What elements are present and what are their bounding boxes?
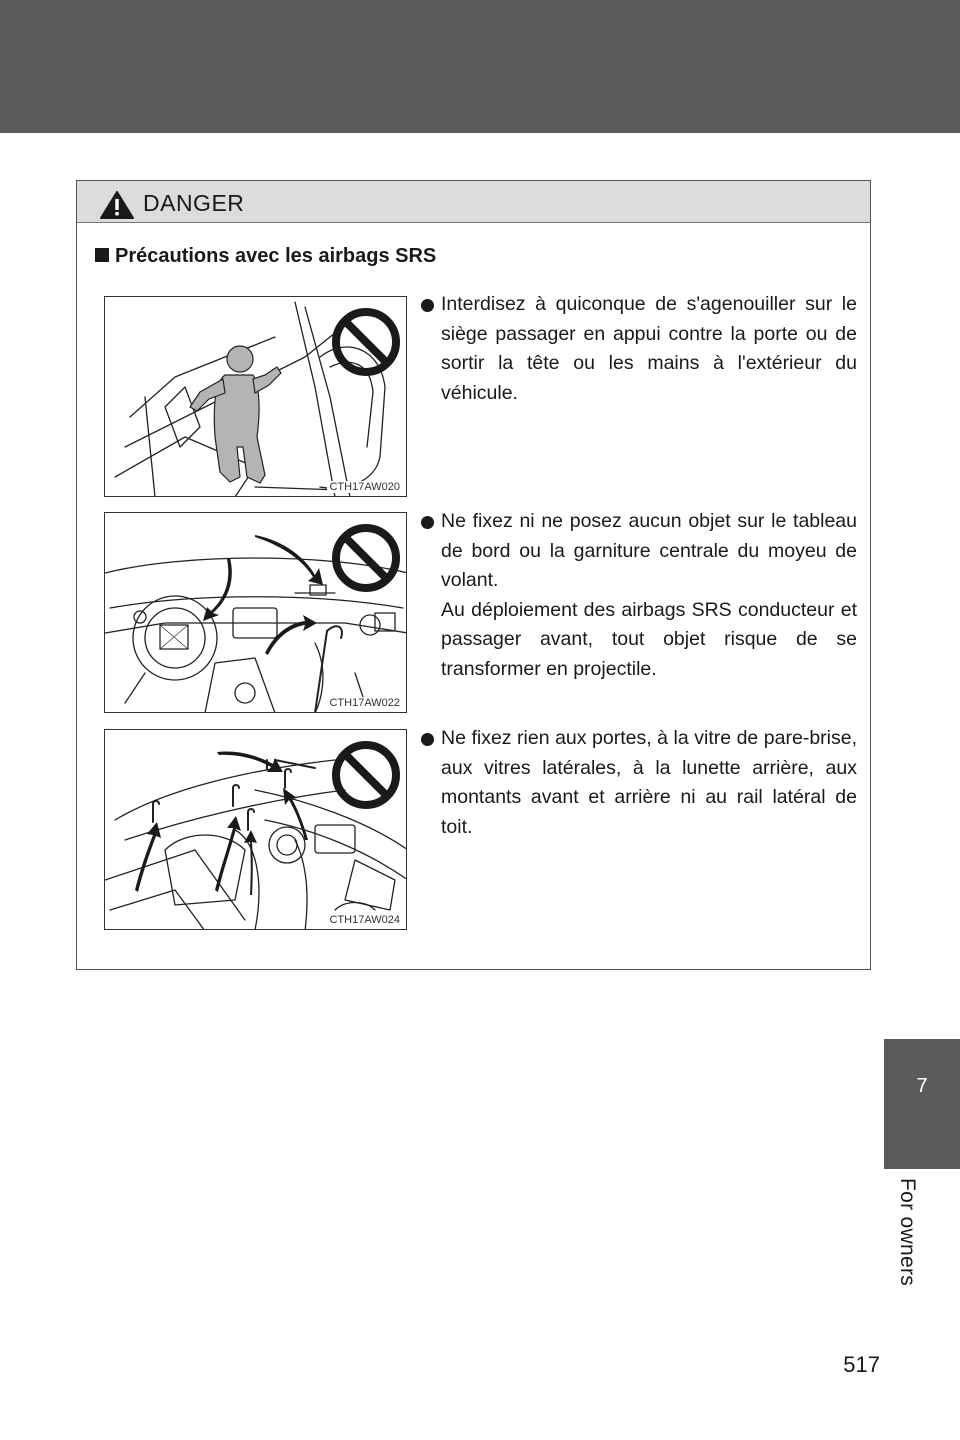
danger-header <box>77 181 870 223</box>
illustration-kneeling-passenger <box>104 296 407 497</box>
bullet-text: Ne fixez rien aux portes, à la vitre de pare-brise, aux vitres latérales, à la lunette arrière, aux montants avant et arrière ni au rail latéral de toit. <box>441 727 857 838</box>
square-bullet-icon <box>95 248 109 262</box>
warning-triangle-icon <box>99 190 135 220</box>
figure-code: CTH17AW022 <box>329 697 400 709</box>
figure-code: CTH17AW024 <box>329 914 400 926</box>
figure-code: CTH17AW020 <box>329 481 400 493</box>
chapter-number: 7 <box>916 1075 928 1097</box>
bullet-item <box>421 507 857 684</box>
bullet-text: Interdisez à quiconque de s'agenouiller sur le siège passager en appui contre la porte ou de sortir la tête ou les mains à l'extérieur du véhicule. <box>441 293 857 404</box>
section-heading-text: Précautions avec les airbags SRS <box>115 245 437 267</box>
page-header-band <box>0 0 960 133</box>
bullet-text: Ne fixez ni ne posez aucun objet sur le tableau de bord ou la garniture centrale du moyeu de volant. <box>441 510 857 591</box>
bullet-dot-icon <box>421 733 434 746</box>
danger-box <box>76 180 871 970</box>
bullet-item <box>421 724 857 842</box>
danger-title: DANGER <box>143 190 245 216</box>
prohibition-sign-icon <box>331 740 401 810</box>
illustration-dashboard-objects <box>104 512 407 713</box>
prohibition-sign-icon <box>331 523 401 593</box>
chapter-tab <box>884 1039 960 1169</box>
bullet-text-continued: Au déploiement des airbags SRS conducteur et passager avant, tout objet risque de se transformer en projectile. <box>441 598 857 680</box>
prohibition-sign-icon <box>331 307 401 377</box>
page-number: 517 <box>843 1352 880 1377</box>
bullet-dot-icon <box>421 516 434 529</box>
bullet-dot-icon <box>421 299 434 312</box>
chapter-label: For owners <box>896 1178 919 1287</box>
illustration-cabin-fixtures <box>104 729 407 930</box>
section-heading <box>95 245 436 268</box>
bullet-item <box>421 290 857 408</box>
